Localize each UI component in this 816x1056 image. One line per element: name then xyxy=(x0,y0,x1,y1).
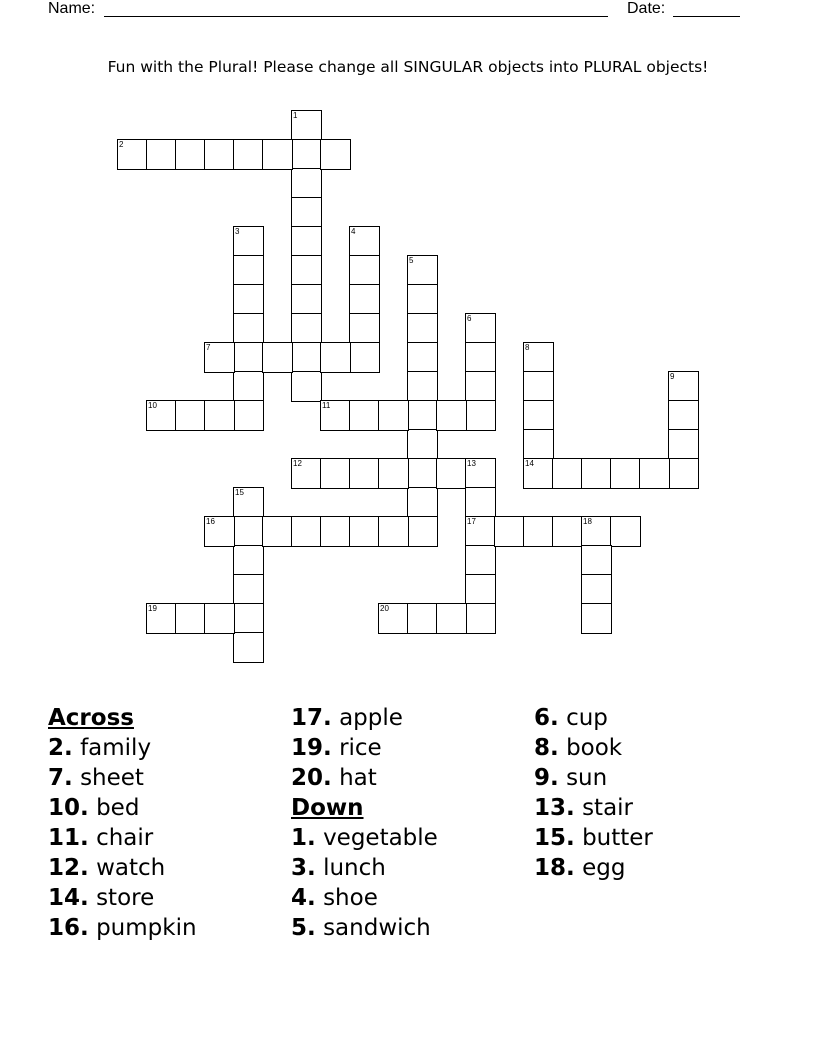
grid-cell[interactable] xyxy=(378,458,409,489)
grid-cell[interactable] xyxy=(146,139,177,170)
clue-across-14: 14. store xyxy=(48,885,155,911)
grid-cell[interactable] xyxy=(320,516,351,547)
grid-cell[interactable] xyxy=(175,603,206,634)
grid-cell[interactable] xyxy=(349,226,380,257)
grid-cell[interactable] xyxy=(204,516,235,547)
grid-cell[interactable] xyxy=(349,284,380,315)
clue-across-20: 20. hat xyxy=(291,765,377,791)
grid-cell[interactable] xyxy=(291,110,322,141)
grid-cell[interactable] xyxy=(523,342,554,373)
grid-cell[interactable] xyxy=(523,400,554,431)
grid-cell[interactable] xyxy=(233,255,264,286)
grid-cell[interactable] xyxy=(291,197,322,228)
grid-cell[interactable] xyxy=(320,139,351,170)
grid-cell[interactable] xyxy=(233,516,264,547)
grid-cell[interactable] xyxy=(233,226,264,257)
grid-cell[interactable] xyxy=(494,516,525,547)
grid-cell[interactable] xyxy=(668,371,699,402)
grid-cell[interactable] xyxy=(291,516,322,547)
grid-cell[interactable] xyxy=(233,574,264,605)
grid-cell[interactable] xyxy=(407,255,438,286)
clue-across-17: 17. apple xyxy=(291,705,403,731)
grid-cell[interactable] xyxy=(465,574,496,605)
grid-cell[interactable] xyxy=(146,603,177,634)
grid-cell[interactable] xyxy=(523,429,554,460)
clue-down-15: 15. butter xyxy=(534,825,653,851)
grid-cell[interactable] xyxy=(291,313,322,344)
grid-cell[interactable] xyxy=(175,139,206,170)
clue-across-7: 7. sheet xyxy=(48,765,144,791)
grid-cell[interactable] xyxy=(233,545,264,576)
clue-number: 3 xyxy=(235,227,240,236)
grid-cell[interactable] xyxy=(407,284,438,315)
grid-cell[interactable] xyxy=(407,371,438,402)
grid-cell[interactable] xyxy=(407,342,438,373)
grid-cell[interactable] xyxy=(233,400,264,431)
grid-cell[interactable] xyxy=(204,139,235,170)
clue-number: 11 xyxy=(322,401,331,410)
clue-number: 14 xyxy=(525,459,534,468)
grid-cell[interactable] xyxy=(465,545,496,576)
clue-down-4: 4. shoe xyxy=(291,885,378,911)
grid-cell[interactable] xyxy=(407,400,438,431)
grid-cell[interactable] xyxy=(378,603,409,634)
clue-across-2: 2. family xyxy=(48,735,152,761)
name-label: Name: xyxy=(48,0,96,17)
clue-across-10: 10. bed xyxy=(48,795,140,821)
grid-cell[interactable] xyxy=(378,400,409,431)
grid-cell[interactable] xyxy=(349,342,380,373)
grid-cell[interactable] xyxy=(349,400,380,431)
clue-across-11: 11. chair xyxy=(48,825,154,851)
grid-cell[interactable] xyxy=(610,516,641,547)
grid-cell[interactable] xyxy=(320,400,351,431)
grid-cell[interactable] xyxy=(233,632,264,663)
grid-cell[interactable] xyxy=(465,313,496,344)
grid-cell[interactable] xyxy=(349,313,380,344)
grid-cell[interactable] xyxy=(581,603,612,634)
grid-cell[interactable] xyxy=(407,429,438,460)
grid-cell[interactable] xyxy=(523,458,554,489)
grid-cell[interactable] xyxy=(465,371,496,402)
grid-cell[interactable] xyxy=(465,458,496,489)
grid-cell[interactable] xyxy=(407,487,438,518)
grid-cell[interactable] xyxy=(233,603,264,634)
grid-cell[interactable] xyxy=(233,487,264,518)
grid-cell[interactable] xyxy=(349,458,380,489)
grid-cell[interactable] xyxy=(581,516,612,547)
grid-cell[interactable] xyxy=(581,458,612,489)
clue-number: 16 xyxy=(206,517,215,526)
clue-down-3: 3. lunch xyxy=(291,855,386,881)
grid-cell[interactable] xyxy=(291,226,322,257)
grid-cell[interactable] xyxy=(436,400,467,431)
clue-column-1 xyxy=(48,703,197,943)
clue-number: 13 xyxy=(467,459,476,468)
clue-number: 5 xyxy=(409,256,414,265)
clue-number: 15 xyxy=(235,488,244,497)
clue-down-13: 13. stair xyxy=(534,795,634,821)
clue-number: 18 xyxy=(583,517,592,526)
clue-number: 20 xyxy=(380,604,389,613)
grid-cell[interactable] xyxy=(233,284,264,315)
grid-cell[interactable] xyxy=(233,313,264,344)
clue-across-19: 19. rice xyxy=(291,735,382,761)
down-heading: Down xyxy=(291,795,364,821)
grid-cell[interactable] xyxy=(291,255,322,286)
grid-cell[interactable] xyxy=(349,516,380,547)
grid-cell[interactable] xyxy=(523,516,554,547)
name-field[interactable] xyxy=(104,16,608,17)
clue-number: 8 xyxy=(525,343,530,352)
grid-cell[interactable] xyxy=(320,342,351,373)
grid-cell[interactable] xyxy=(233,139,264,170)
clue-down-9: 9. sun xyxy=(534,765,608,791)
clue-down-5: 5. sandwich xyxy=(291,915,431,941)
grid-cell[interactable] xyxy=(523,371,554,402)
clue-number: 7 xyxy=(206,343,211,352)
grid-cell[interactable] xyxy=(262,342,293,373)
grid-cell[interactable] xyxy=(291,139,322,170)
clue-column-2 xyxy=(291,703,438,943)
grid-cell[interactable] xyxy=(175,400,206,431)
grid-cell[interactable] xyxy=(581,574,612,605)
date-field[interactable] xyxy=(673,16,740,17)
grid-cell[interactable] xyxy=(407,458,438,489)
grid-cell[interactable] xyxy=(668,458,699,489)
grid-cell[interactable] xyxy=(262,516,293,547)
grid-cell[interactable] xyxy=(465,603,496,634)
grid-cell[interactable] xyxy=(610,458,641,489)
grid-cell[interactable] xyxy=(146,400,177,431)
grid-cell[interactable] xyxy=(117,139,148,170)
grid-cell[interactable] xyxy=(378,516,409,547)
grid-cell[interactable] xyxy=(262,139,293,170)
grid-cell[interactable] xyxy=(291,458,322,489)
instructions: Fun with the Plural! Please change all SINGULAR objects into PLURAL objects! xyxy=(107,58,709,76)
clue-number: 6 xyxy=(467,314,472,323)
grid-cell[interactable] xyxy=(204,400,235,431)
grid-cell[interactable] xyxy=(552,458,583,489)
grid-cell[interactable] xyxy=(349,255,380,286)
grid-cell[interactable] xyxy=(291,284,322,315)
clue-across-16: 16. pumpkin xyxy=(48,915,197,941)
grid-cell[interactable] xyxy=(668,400,699,431)
clue-number: 1 xyxy=(293,111,298,120)
clue-number: 9 xyxy=(670,372,675,381)
grid-cell[interactable] xyxy=(233,371,264,402)
grid-cell[interactable] xyxy=(436,458,467,489)
grid-cell[interactable] xyxy=(436,603,467,634)
grid-cell[interactable] xyxy=(639,458,670,489)
grid-cell[interactable] xyxy=(407,313,438,344)
grid-cell[interactable] xyxy=(291,168,322,199)
grid-cell[interactable] xyxy=(291,342,322,373)
grid-cell[interactable] xyxy=(407,603,438,634)
grid-cell[interactable] xyxy=(552,516,583,547)
grid-cell[interactable] xyxy=(233,342,264,373)
grid-cell[interactable] xyxy=(320,458,351,489)
clue-column-3 xyxy=(534,703,653,883)
clue-down-8: 8. book xyxy=(534,735,623,761)
grid-cell[interactable] xyxy=(465,400,496,431)
clue-number: 4 xyxy=(351,227,356,236)
grid-cell[interactable] xyxy=(291,371,322,402)
across-heading: Across xyxy=(48,705,134,731)
clue-number: 17 xyxy=(467,517,476,526)
grid-cell[interactable] xyxy=(465,487,496,518)
clue-number: 2 xyxy=(119,140,124,149)
clue-down-18: 18. egg xyxy=(534,855,626,881)
clue-number: 10 xyxy=(148,401,157,410)
clue-across-12: 12. watch xyxy=(48,855,166,881)
grid-cell[interactable] xyxy=(668,429,699,460)
clue-number: 19 xyxy=(148,604,157,613)
grid-cell[interactable] xyxy=(204,603,235,634)
grid-cell[interactable] xyxy=(581,545,612,576)
grid-cell[interactable] xyxy=(465,342,496,373)
clue-number: 12 xyxy=(293,459,302,468)
grid-cell[interactable] xyxy=(407,516,438,547)
clue-down-6: 6. cup xyxy=(534,705,608,731)
grid-cell[interactable] xyxy=(204,342,235,373)
clue-down-1: 1. vegetable xyxy=(291,825,438,851)
grid-cell[interactable] xyxy=(465,516,496,547)
date-label: Date: xyxy=(627,0,666,17)
